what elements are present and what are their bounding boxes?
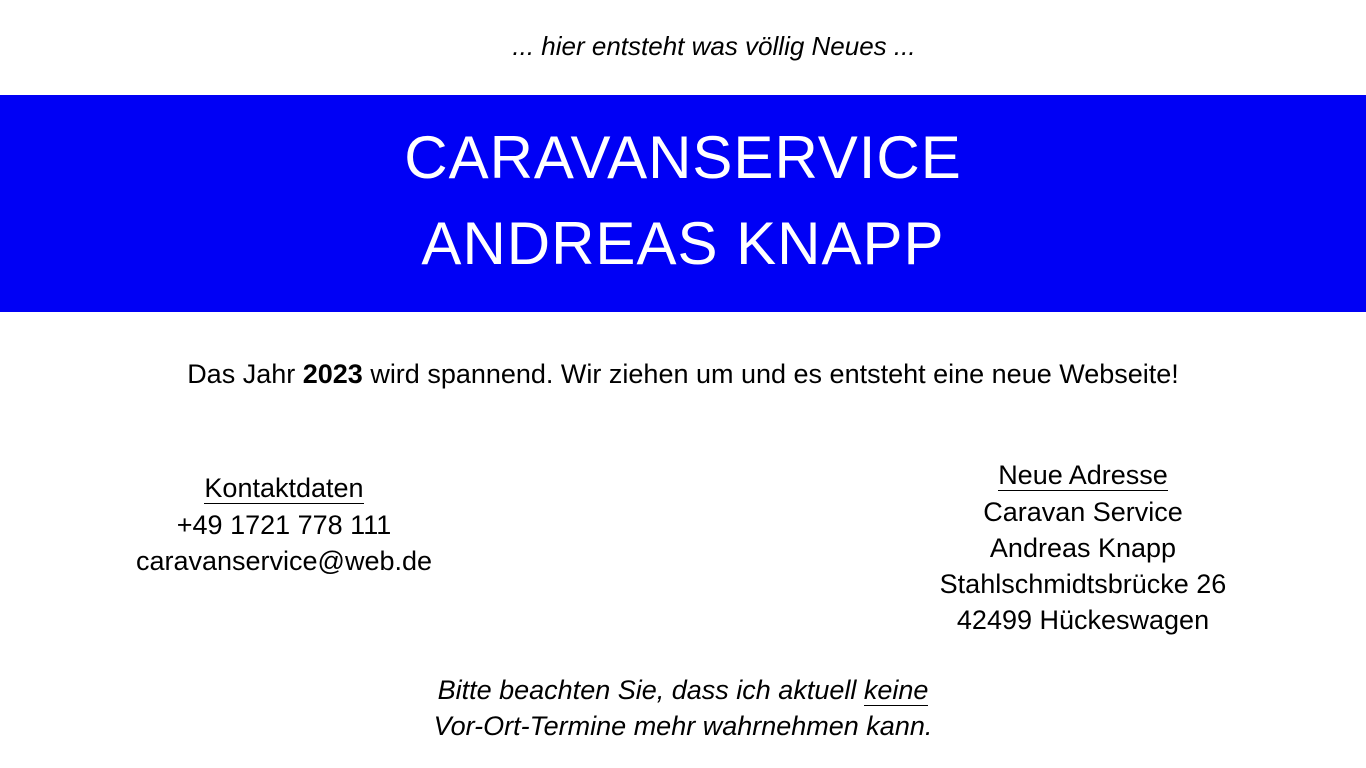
announcement-year: 2023 (302, 359, 363, 389)
notice-line1-text: Bitte beachten Sie, dass ich aktuell (437, 675, 864, 705)
announcement-suffix: wird spannend. Wir ziehen um und es entsteht eine neue Webseite! (362, 359, 1179, 389)
contact-section (84, 470, 484, 579)
notice-emphasis: keine (863, 675, 929, 705)
address-street: Stahlschmidtsbrücke 26 (939, 569, 1227, 599)
address-heading: Neue Adresse (998, 460, 1168, 490)
address-line1: Caravan Service (983, 497, 1183, 527)
company-name-line2: ANDREAS KNAPP (421, 210, 945, 277)
company-name-line1: CARAVANSERVICE (404, 124, 962, 191)
company-banner (0, 95, 1366, 312)
address-line2: Andreas Knapp (989, 533, 1177, 563)
address-section (883, 457, 1283, 638)
tagline-container (0, 29, 1366, 63)
address-city: 42499 Hückeswagen (956, 605, 1210, 635)
tagline: ... hier entsteht was völlig Neues ... (512, 31, 916, 61)
contact-heading: Kontaktdaten (204, 473, 364, 503)
contact-email[interactable]: caravanservice@web.de (135, 546, 433, 576)
notice (0, 672, 1366, 744)
notice-line1 (0, 672, 1366, 708)
announcement-prefix: Das Jahr (187, 359, 303, 389)
notice-line2: Vor-Ort-Termine mehr wahrnehmen kann. (433, 711, 933, 741)
announcement (0, 356, 1366, 392)
contact-phone[interactable]: +49 1721 778 111 (176, 510, 392, 540)
